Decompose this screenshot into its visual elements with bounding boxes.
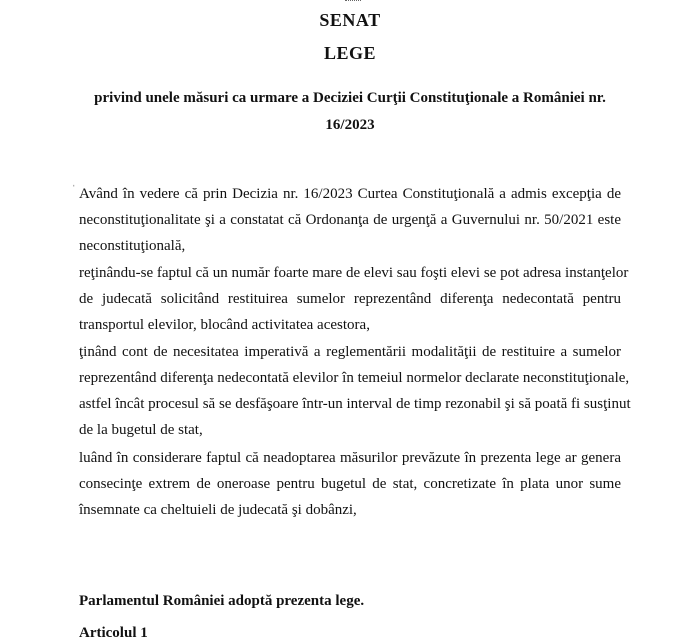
text-line: reprezentând diferenţa nedecontată elevilor în temeiul normelor declarate neconstituţionale, <box>79 370 630 386</box>
text-line: însemnate ca cheltuieli de judecată şi dobânzi, <box>79 502 357 518</box>
text-line: consecinţe extrem de oneroase pentru bugetul de stat, concretizate în plata unor sume <box>79 476 621 492</box>
chamber-heading: SENAT <box>319 10 381 30</box>
preamble-paragraph-3 <box>79 339 631 443</box>
text-line: astfel încât procesul să se desfăşoare într-un interval de timp rezonabil şi să poată fi susţinut <box>79 396 631 412</box>
scan-tick-mark: ˈ <box>72 183 76 195</box>
subtitle-line-2: 16/2023 <box>325 117 375 133</box>
article-heading: Articolul 1 <box>79 625 148 641</box>
text-line: luând în considerare faptul că neadoptarea măsurilor prevăzute în prezenta lege ar genera <box>79 450 621 466</box>
document-type-heading: LEGE <box>323 43 377 63</box>
text-line: neconstituţională, <box>79 238 186 254</box>
adoption-statement: Parlamentul României adoptă prezenta lege. <box>79 593 365 609</box>
text-line: ţinând cont de necesitatea imperativă a reglementării modalităţii de restituire a sumelor <box>79 344 621 360</box>
text-line: de judecată solicitând restituirea sumelor reprezentând diferenţa nedecontată pentru <box>79 291 621 307</box>
preamble-paragraph-1 <box>79 181 621 259</box>
text-line: Având în vedere că prin Decizia nr. 16/2023 Curtea Constituţională a admis excepţia de <box>79 186 621 202</box>
preamble-paragraph-4 <box>79 445 621 523</box>
text-line: de la bugetul de stat, <box>79 422 203 438</box>
text-line: reţinându-se faptul că un număr foarte mare de elevi sau foşti elevi se pot adresa instanţelor <box>79 265 629 281</box>
preamble-paragraph-2 <box>79 260 629 338</box>
text-line: transportul elevilor, blocând activitatea acestora, <box>79 317 370 333</box>
scan-mark <box>345 0 361 4</box>
text-line: neconstituţionalitate şi a constatat că Ordonanţa de urgenţă a Guvernului nr. 50/2021 este <box>79 212 621 228</box>
subtitle-line-1: privind unele măsuri ca urmare a Deciziei Curţii Constituţionale a României nr. <box>94 90 606 106</box>
